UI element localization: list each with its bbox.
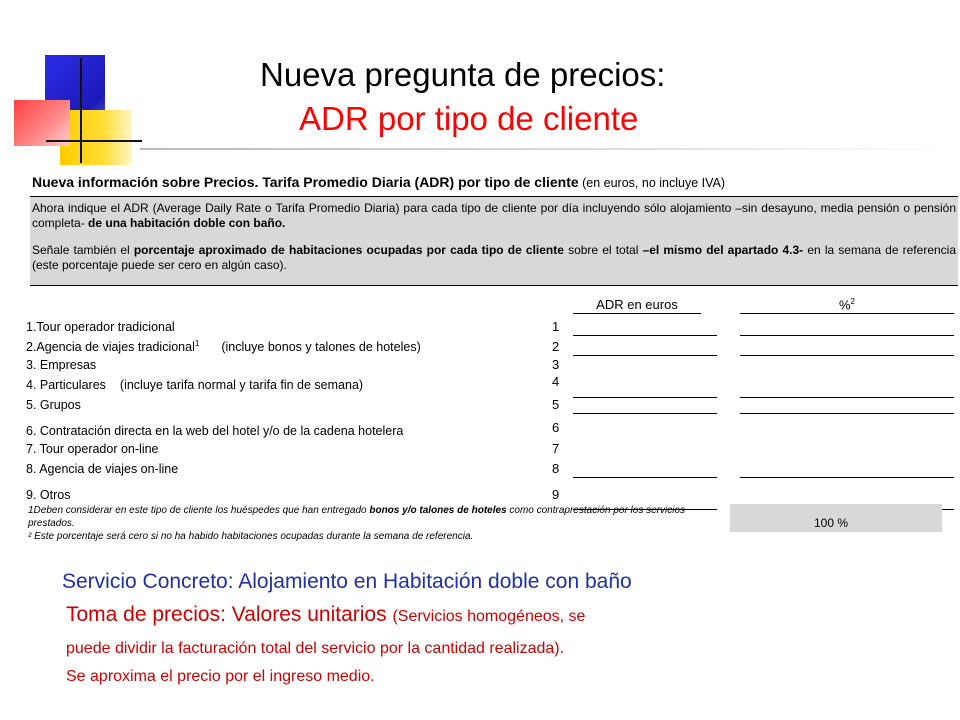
- logo-yellow-block: [60, 110, 132, 165]
- row-label-text: 6. Contratación directa en la web del hotel y/o de la cadena hotelera: [26, 424, 404, 438]
- para2-bold-2: –el mismo del apartado 4.3-: [642, 243, 804, 257]
- row-label-text: 3. Empresas: [26, 358, 97, 372]
- row-label: [26, 358, 96, 372]
- percent-footnote-mark: 2: [850, 297, 855, 306]
- column-header-adr: ADR en euros: [573, 297, 701, 314]
- logo-vertical-line: [80, 58, 82, 163]
- form-title-paren: (en euros, no incluye IVA): [578, 176, 726, 190]
- client-row-8: [26, 458, 958, 478]
- row-number: 8: [552, 461, 560, 476]
- toma-line-2: puede dividir la facturación total del servicio por la cantidad realizada).: [66, 640, 565, 657]
- instructions-para-1: [32, 201, 956, 231]
- client-row-5: [26, 394, 958, 414]
- logo-horizontal-line: [46, 140, 142, 142]
- row-label-text: 2.Agencia de viajes tradicional: [26, 340, 195, 354]
- row-label-extra: (incluye bonos y talones de hoteles): [221, 340, 421, 354]
- row-number: 5: [552, 397, 560, 412]
- row-number: 4: [552, 374, 560, 389]
- client-row-6: [26, 420, 958, 440]
- row-label-text: 4. Particulares: [26, 378, 106, 392]
- instructions-box: [30, 196, 958, 286]
- slide-title: Nueva pregunta de precios:: [260, 56, 666, 93]
- adr-input-line[interactable]: [573, 413, 717, 414]
- client-row-4: [26, 374, 958, 394]
- para2-text-b: sobre el total: [563, 243, 643, 257]
- row-label-text: 5. Grupos: [26, 398, 81, 412]
- client-row-3: [26, 354, 958, 374]
- row-label: [26, 424, 403, 438]
- form-title: [32, 174, 725, 190]
- row-number: 3: [552, 357, 560, 372]
- column-header-percent: [740, 297, 954, 314]
- row-label: [26, 398, 81, 412]
- row-label-text: 9. Otros: [26, 488, 71, 502]
- total-value: 100 %: [814, 516, 849, 530]
- row-label: [26, 378, 363, 392]
- para2-text-c: en la semana de referencia (este porcentaje puede ser cero en algún caso).: [32, 243, 957, 272]
- row-label: [26, 442, 159, 456]
- note1-text: 1Deben considerar en este tipo de cliente los huéspedes que han entregado: [28, 505, 370, 516]
- client-row-1: [26, 316, 958, 336]
- note1-rest: como contraprestación por los servicios prestados.: [28, 505, 686, 529]
- row-number: 1: [552, 319, 560, 334]
- row-number: 7: [552, 441, 560, 456]
- row-number: 2: [552, 339, 560, 354]
- note1-bold: bonos y/o talones de hoteles: [369, 505, 507, 516]
- row-label: [26, 339, 421, 354]
- toma-small: (Servicios homogéneos, se: [392, 608, 586, 625]
- toma-main: Toma de precios: Valores unitarios: [66, 603, 393, 626]
- servicio-concreto: Servicio Concreto: Alojamiento en Habitación doble con baño: [62, 570, 632, 593]
- title-divider: [140, 148, 950, 150]
- toma-de-precios: [66, 603, 585, 627]
- decorative-logo: [0, 0, 140, 170]
- toma-line-3: Se aproxima el precio por el ingreso medio.: [66, 668, 375, 685]
- total-box: [730, 504, 942, 532]
- form-title-bold: Nueva información sobre Precios. Tarifa Promedio Diaria (ADR) por tipo de cliente: [32, 174, 579, 190]
- adr-input-line[interactable]: [573, 477, 717, 478]
- client-row-2: [26, 336, 958, 356]
- row-label-text: 7. Tour operador on-line: [26, 442, 159, 456]
- footnote-1: [28, 504, 718, 530]
- row-number: 9: [552, 487, 560, 502]
- row-number: 6: [552, 420, 560, 435]
- row-label: [26, 462, 178, 476]
- slide-subtitle: ADR por tipo de cliente: [299, 100, 639, 137]
- footnote-2: ² Este porcentaje será cero si no ha habido habitaciones ocupadas durante la semana de referencia.: [28, 531, 474, 542]
- para1-text: Ahora indique el ADR (Average Daily Rate o Tarifa Promedio Diaria) para cada tipo de cliente por día incluyendo sólo alojamiento –sin desayuno, media pensión o pensión completa-: [32, 201, 956, 230]
- row-label-extra: (incluye tarifa normal y tarifa fin de semana): [119, 378, 364, 392]
- row-label: [26, 320, 175, 334]
- para2-text-a: Señale también el: [32, 243, 134, 257]
- footnotes: [28, 504, 728, 543]
- instructions-para-2: [32, 243, 956, 273]
- client-row-7: [26, 438, 958, 458]
- row-label: [26, 488, 70, 502]
- percent-symbol: %: [838, 297, 851, 313]
- row-label-text: 1.Tour operador tradicional: [26, 320, 175, 334]
- para2-bold: porcentaje aproximado de habitaciones ocupadas por cada tipo de cliente: [133, 243, 564, 257]
- row-footnote-mark: 1: [194, 338, 200, 348]
- para1-bold: de una habitación doble con baño.: [88, 216, 286, 230]
- client-row-9: [26, 484, 958, 504]
- percent-input-line[interactable]: [740, 477, 954, 478]
- percent-input-line[interactable]: [740, 413, 954, 414]
- row-label-text: 8. Agencia de viajes on-line: [26, 462, 179, 476]
